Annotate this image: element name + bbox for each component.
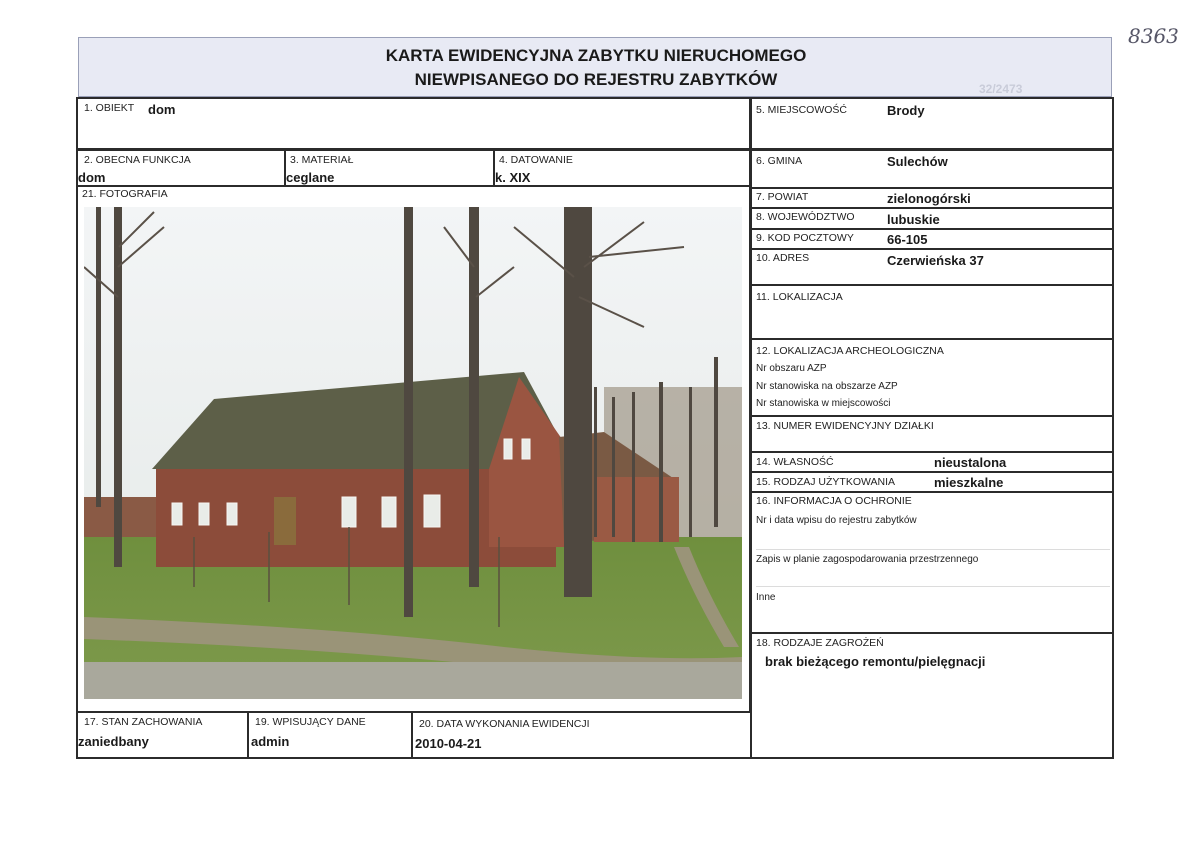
field-numer-dzialki xyxy=(750,415,1114,453)
lokalizacja-arch-label: 12. LOKALIZACJA ARCHEOLOGICZNA xyxy=(756,345,944,357)
material-value: ceglane xyxy=(286,170,335,185)
field-data-ewidencji xyxy=(411,711,752,759)
field-wpisujacy-dane xyxy=(247,711,413,759)
wojewodztwo-value: lubuskie xyxy=(887,212,940,227)
datowanie-label: 4. DATOWANIE xyxy=(499,154,573,166)
wpisujacy-label: 19. WPISUJĄCY DANE xyxy=(255,716,366,728)
field-material xyxy=(284,149,495,187)
title-line-2: NIEWPISANEGO DO REJESTRU ZABYTKÓW xyxy=(414,70,778,89)
wlasnosc-value: nieustalona xyxy=(934,455,1007,470)
powiat-value: zielonogórski xyxy=(887,191,971,206)
rodzaj-uzytkowania-label: 15. RODZAJ UŻYTKOWANIA xyxy=(756,476,896,488)
field-informacja-o-ochronie xyxy=(750,491,1114,634)
nr-data-wpisu: Nr i data wpisu do rejestru zabytków xyxy=(756,515,917,526)
adres-value: Czerwieńska 37 xyxy=(887,253,984,268)
miejscowosc-value: Brody xyxy=(887,103,925,118)
zapis-w-planie: Zapis w planie zagospodarowania przestrzennego xyxy=(756,554,979,565)
data-ewidencji-value: 2010-04-21 xyxy=(415,736,482,751)
ochrona-divider-1 xyxy=(756,549,1110,550)
nr-stanowiska-obszar: Nr stanowiska na obszarze AZP xyxy=(756,381,898,392)
wojewodztwo-label: 8. WOJEWÓDZTWO xyxy=(756,211,855,223)
field-stan-zachowania xyxy=(76,711,249,759)
field-rodzaj-uzytkowania xyxy=(750,471,1114,493)
obecna-funkcja-label: 2. OBECNA FUNKCJA xyxy=(84,154,191,166)
field-rodzaje-zagrozen xyxy=(750,632,1114,759)
field-powiat xyxy=(750,187,1114,209)
obecna-funkcja-value: dom xyxy=(78,170,106,185)
gmina-value: Sulechów xyxy=(887,154,948,169)
wpisujacy-value: admin xyxy=(251,734,290,749)
handwritten-number: 8363 xyxy=(1128,24,1179,48)
obiekt-value: dom xyxy=(148,102,176,117)
obiekt-label: 1. OBIEKT xyxy=(84,102,135,114)
field-gmina xyxy=(750,149,1114,189)
field-adres xyxy=(750,248,1114,286)
adres-label: 10. ADRES xyxy=(756,252,810,264)
field-obecna-funkcja xyxy=(76,149,286,187)
nr-obszaru-azp: Nr obszaru AZP xyxy=(756,363,827,374)
kod-pocztowy-label: 9. KOD POCZTOWY xyxy=(756,232,854,244)
field-miejscowosc xyxy=(750,97,1114,150)
field-obiekt xyxy=(76,97,751,150)
material-label: 3. MATERIAŁ xyxy=(290,154,354,166)
field-kod-pocztowy xyxy=(750,228,1114,250)
stan-zachowania-value: zaniedbany xyxy=(78,734,149,749)
building-photo xyxy=(84,207,742,699)
datowanie-value: k. XIX xyxy=(495,170,531,185)
field-wojewodztwo xyxy=(750,207,1114,230)
field-lokalizacja-archeologiczna xyxy=(750,338,1114,417)
powiat-label: 7. POWIAT xyxy=(756,191,809,203)
wlasnosc-label: 14. WŁASNOŚĆ xyxy=(756,456,834,468)
fotografia-label: 21. FOTOGRAFIA xyxy=(82,188,168,200)
faint-number: 32/2473 xyxy=(979,82,1023,96)
title-line-1: KARTA EWIDENCYJNA ZABYTKU NIERUCHOMEGO xyxy=(385,46,807,65)
field-lokalizacja xyxy=(750,284,1114,340)
nr-stanowiska-miejscowosc: Nr stanowiska w miejscowości xyxy=(756,398,891,409)
stan-zachowania-label: 17. STAN ZACHOWANIA xyxy=(84,716,203,728)
ochrona-label: 16. INFORMACJA O OCHRONIE xyxy=(756,495,912,507)
card-header xyxy=(78,37,1112,97)
ochrona-divider-2 xyxy=(756,586,1110,587)
numer-dzialki-label: 13. NUMER EWIDENCYJNY DZIAŁKI xyxy=(756,420,934,432)
field-wlasnosc xyxy=(750,451,1114,473)
zagrozenia-label: 18. RODZAJE ZAGROŻEŃ xyxy=(756,637,884,649)
rodzaj-uzytkowania-value: mieszkalne xyxy=(934,475,1004,490)
gmina-label: 6. GMINA xyxy=(756,155,803,167)
lokalizacja-label: 11. LOKALIZACJA xyxy=(756,291,843,303)
inne: Inne xyxy=(756,592,776,603)
zagrozenia-value: brak bieżącego remontu/pielęgnacji xyxy=(765,654,986,669)
data-ewidencji-label: 20. DATA WYKONANIA EWIDENCJI xyxy=(419,718,590,730)
miejscowosc-label: 5. MIEJSCOWOŚĆ xyxy=(756,104,848,116)
kod-pocztowy-value: 66-105 xyxy=(887,232,928,247)
field-datowanie xyxy=(493,149,751,187)
